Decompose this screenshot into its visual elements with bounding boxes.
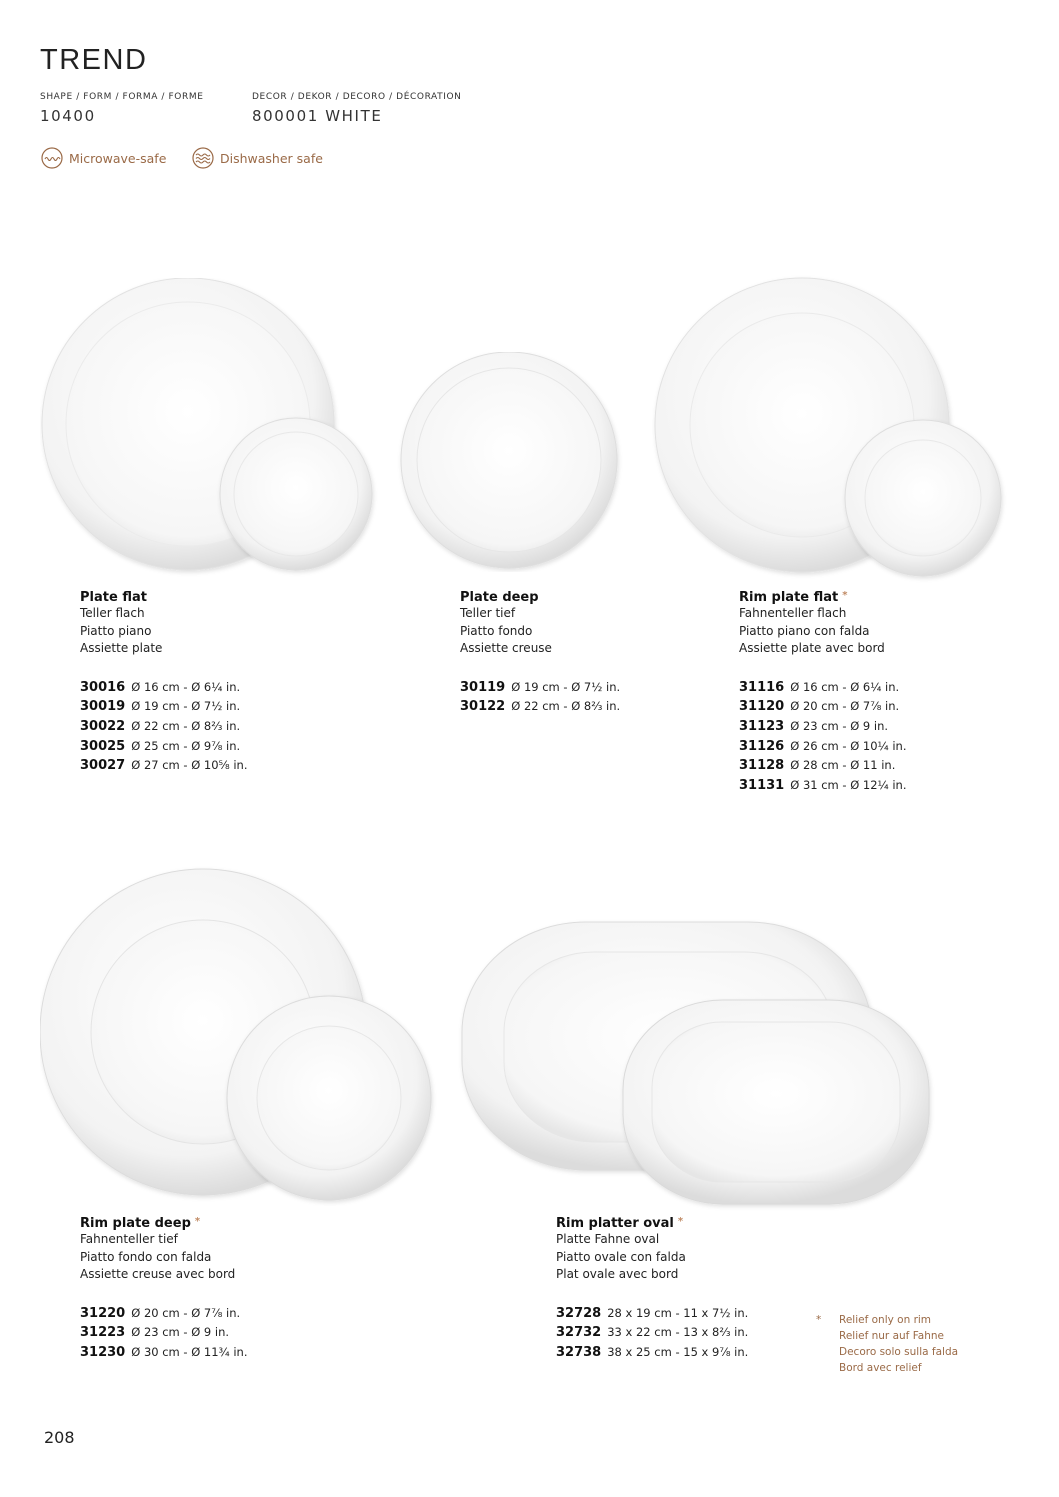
translation-it: Piatto piano	[80, 623, 152, 638]
product-rim-platter-oval	[556, 1216, 748, 1363]
translation-it: Piatto ovale con falda	[556, 1249, 686, 1264]
plate-flat-image	[40, 278, 380, 578]
translation-de: Fahnenteller tief	[80, 1232, 178, 1246]
translation-it: Piatto fondo con falda	[80, 1249, 212, 1264]
dishwasher-label: Dishwasher safe	[220, 150, 323, 166]
footnote-line: Relief nur auf Fahne	[839, 1330, 944, 1342]
size-row: 31116 Ø 16 cm - Ø 6¼ in.	[739, 679, 900, 695]
translation-fr: Assiette plate avec bord	[739, 641, 885, 656]
product-rim-plate-deep	[80, 1216, 248, 1363]
footnote-line: Decoro solo sulla falda	[839, 1346, 959, 1358]
size-row: 32732 33 x 22 cm - 13 x 8⅔ in.	[556, 1325, 749, 1341]
relief-star: *	[842, 590, 848, 601]
translation-fr: Assiette plate	[80, 641, 163, 656]
size-row: 30027 Ø 27 cm - Ø 10⅝ in.	[80, 758, 248, 774]
size-list	[80, 678, 248, 776]
size-row: 32728 28 x 19 cm - 11 x 7½ in.	[556, 1305, 749, 1321]
footnote-star: *	[816, 1314, 822, 1326]
translation-fr: Plat ovale avec bord	[556, 1267, 679, 1282]
size-row: 31223 Ø 23 cm - Ø 9 in.	[80, 1325, 230, 1341]
size-row: 31220 Ø 20 cm - Ø 7⅞ in.	[80, 1305, 241, 1321]
dishwasher-icon	[192, 147, 214, 169]
size-row: 30025 Ø 25 cm - Ø 9⅞ in.	[80, 738, 241, 754]
rim-plate-flat-image	[652, 275, 1012, 585]
dishwasher-badge	[192, 147, 323, 169]
size-row: 30016 Ø 16 cm - Ø 6¼ in.	[80, 679, 241, 695]
product-name: Plate flat	[80, 590, 147, 605]
microwave-icon	[41, 147, 63, 169]
size-row: 32738 38 x 25 cm - 15 x 9⅞ in.	[556, 1344, 749, 1360]
relief-star: *	[194, 1216, 201, 1227]
translation-de: Teller flach	[80, 606, 145, 620]
size-row: 31120 Ø 20 cm - Ø 7⅞ in.	[739, 699, 900, 715]
size-row: 31128 Ø 28 cm - Ø 11 in.	[739, 758, 896, 774]
page-number: 208	[44, 1428, 75, 1447]
size-row: 31126 Ø 26 cm - Ø 10¼ in.	[739, 738, 907, 754]
shape-label: SHAPE / FORM / FORMA / FORME	[40, 92, 204, 102]
product-rim-plate-flat	[739, 590, 907, 795]
footnote-line: Bord avec relief	[839, 1362, 922, 1374]
translation-it: Piatto fondo	[460, 623, 533, 638]
size-list	[80, 1304, 248, 1363]
size-list	[739, 678, 907, 796]
size-row: 31230 Ø 30 cm - Ø 11¾ in.	[80, 1344, 248, 1360]
product-name: Rim platter oval *	[556, 1216, 684, 1231]
size-list	[460, 678, 620, 717]
footnote	[839, 1312, 958, 1376]
size-row: 30119 Ø 19 cm - Ø 7½ in.	[460, 679, 621, 695]
translation-de: Fahnenteller flach	[739, 606, 847, 620]
product-name: Rim plate flat *	[739, 590, 848, 605]
size-row: 31131 Ø 31 cm - Ø 12¼ in.	[739, 777, 907, 793]
rim-platter-oval-image	[458, 918, 938, 1212]
microwave-label: Microwave-safe	[69, 150, 167, 166]
page-title: TREND	[40, 44, 148, 76]
footnote-line: Relief only on rim	[839, 1314, 932, 1326]
size-row: 30122 Ø 22 cm - Ø 8⅔ in.	[460, 699, 621, 715]
product-name: Plate deep	[460, 590, 539, 605]
shape-value: 10400	[40, 107, 96, 125]
product-plate-flat	[80, 590, 248, 776]
rim-plate-deep-image	[40, 866, 440, 1206]
relief-star: *	[677, 1216, 684, 1227]
translation-fr: Assiette creuse avec bord	[80, 1267, 236, 1282]
size-row: 30019 Ø 19 cm - Ø 7½ in.	[80, 699, 241, 715]
product-plate-deep	[460, 590, 620, 717]
size-row: 30022 Ø 22 cm - Ø 8⅔ in.	[80, 718, 241, 734]
translation-fr: Assiette creuse	[460, 641, 552, 656]
product-name: Rim plate deep *	[80, 1216, 201, 1231]
microwave-badge	[41, 147, 166, 169]
size-list	[556, 1304, 748, 1363]
translation-de: Teller tief	[460, 606, 516, 620]
translation-de: Platte Fahne oval	[556, 1232, 660, 1246]
translation-it: Piatto piano con falda	[739, 623, 870, 638]
plate-deep-image	[396, 352, 626, 572]
decor-label: DECOR / DEKOR / DECORO / DÉCORATION	[252, 92, 462, 102]
decor-value: 800001 WHITE	[252, 107, 383, 125]
size-row: 31123 Ø 23 cm - Ø 9 in.	[739, 718, 889, 734]
